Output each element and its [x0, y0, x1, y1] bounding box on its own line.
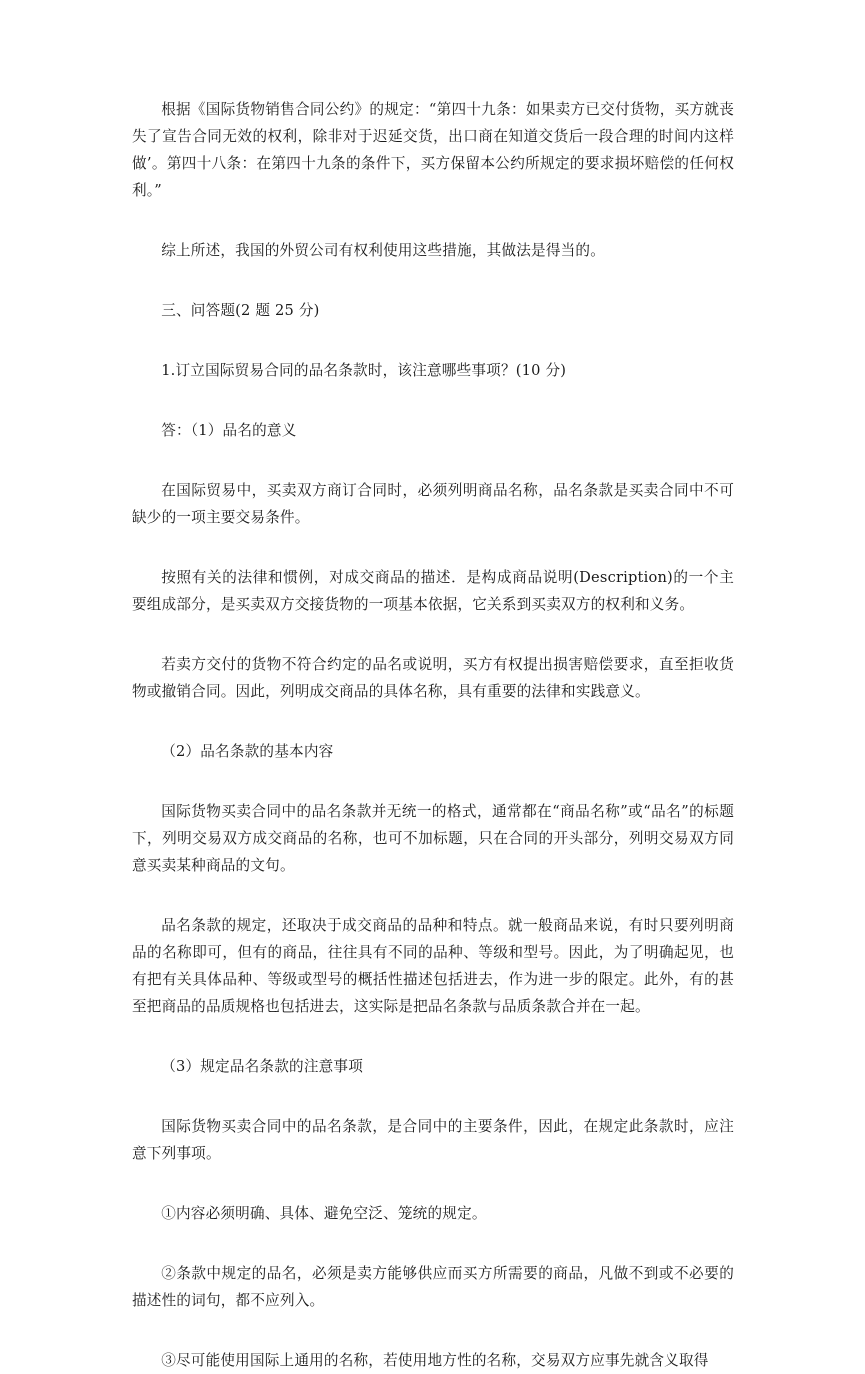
question-1: 1.订立国际贸易合同的品名条款时，该注意哪些事项？(10 分)	[161, 362, 567, 379]
section-heading-qa: 三、问答题(2 题 25 分)	[161, 302, 320, 319]
document-page	[132, 96, 734, 1374]
paragraph-precautions-intro: 国际货物买卖合同中的品名条款，是合同中的主要条件，因此，在规定此条款时，应注意下列事项。	[132, 1118, 734, 1162]
subheading-basic-content: （2）品名条款的基本内容	[161, 743, 334, 760]
subheading-precautions: （3）规定品名条款的注意事项	[161, 1058, 363, 1075]
paragraph-convention-articles: 根据《国际货物销售合同公约》的规定：“第四十九条：如果卖方已交付货物，买方就丧失了宣告合同无效的权利，除非对于迟延交货，出口商在知道交货后一段合理的时间内这样做’。第四十八条：在第四十九条的条件下，买方保留本公约所规定的要求损坏赔偿的任何权利。”	[132, 101, 734, 199]
paragraph-basic-content-1: 国际货物买卖合同中的品名条款并无统一的格式，通常都在“商品名称”或“品名”的标题下，列明交易双方成交商品的名称，也可不加标题，只在合同的开头部分，列明交易双方同意买卖某种商品的文句。	[132, 803, 734, 874]
list-item-2: ②条款中规定的品名，必须是卖方能够供应而买方所需要的商品，凡做不到或不必要的描述性的词句，都不应列入。	[132, 1265, 734, 1309]
paragraph-name-meaning-3: 若卖方交付的货物不符合约定的品名或说明，买方有权提出损害赔偿要求，直至拒收货物或撤销合同。因此，列明成交商品的具体名称，具有重要的法律和实践意义。	[132, 656, 734, 700]
paragraph-name-meaning-2: 按照有关的法律和惯例，对成交商品的描述．是构成商品说明(Description)的一个主要组成部分，是买卖双方交接货物的一项基本依据，它关系到买卖双方的权利和义务。	[132, 569, 734, 613]
list-item-1: ①内容必须明确、具体、避免空泛、笼统的规定。	[161, 1205, 487, 1222]
paragraph-name-meaning-1: 在国际贸易中，买卖双方商订合同时，必须列明商品名称，品名条款是买卖合同中不可缺少的一项主要交易条件。	[132, 482, 734, 526]
answer-heading-1: 答：（1）品名的意义	[161, 422, 297, 439]
list-item-3: ③尽可能使用国际上通用的名称，若使用地方性的名称，交易双方应事先就含义取得	[161, 1352, 709, 1369]
paragraph-conclusion: 综上所述，我国的外贸公司有权利使用这些措施，其做法是得当的。	[161, 242, 606, 259]
paragraph-basic-content-2: 品名条款的规定，还取决于成交商品的品种和特点。就一般商品来说，有时只要列明商品的名称即可，但有的商品，往往具有不同的品种、等级和型号。因此，为了明确起见，也有把有关具体品种、等级或型号的概括性描述包括进去，作为进一步的限定。此外，有的甚至把商品的品质规格也包括进去，这实际是把品名条款与品质条款合并在一起。	[132, 917, 734, 1015]
